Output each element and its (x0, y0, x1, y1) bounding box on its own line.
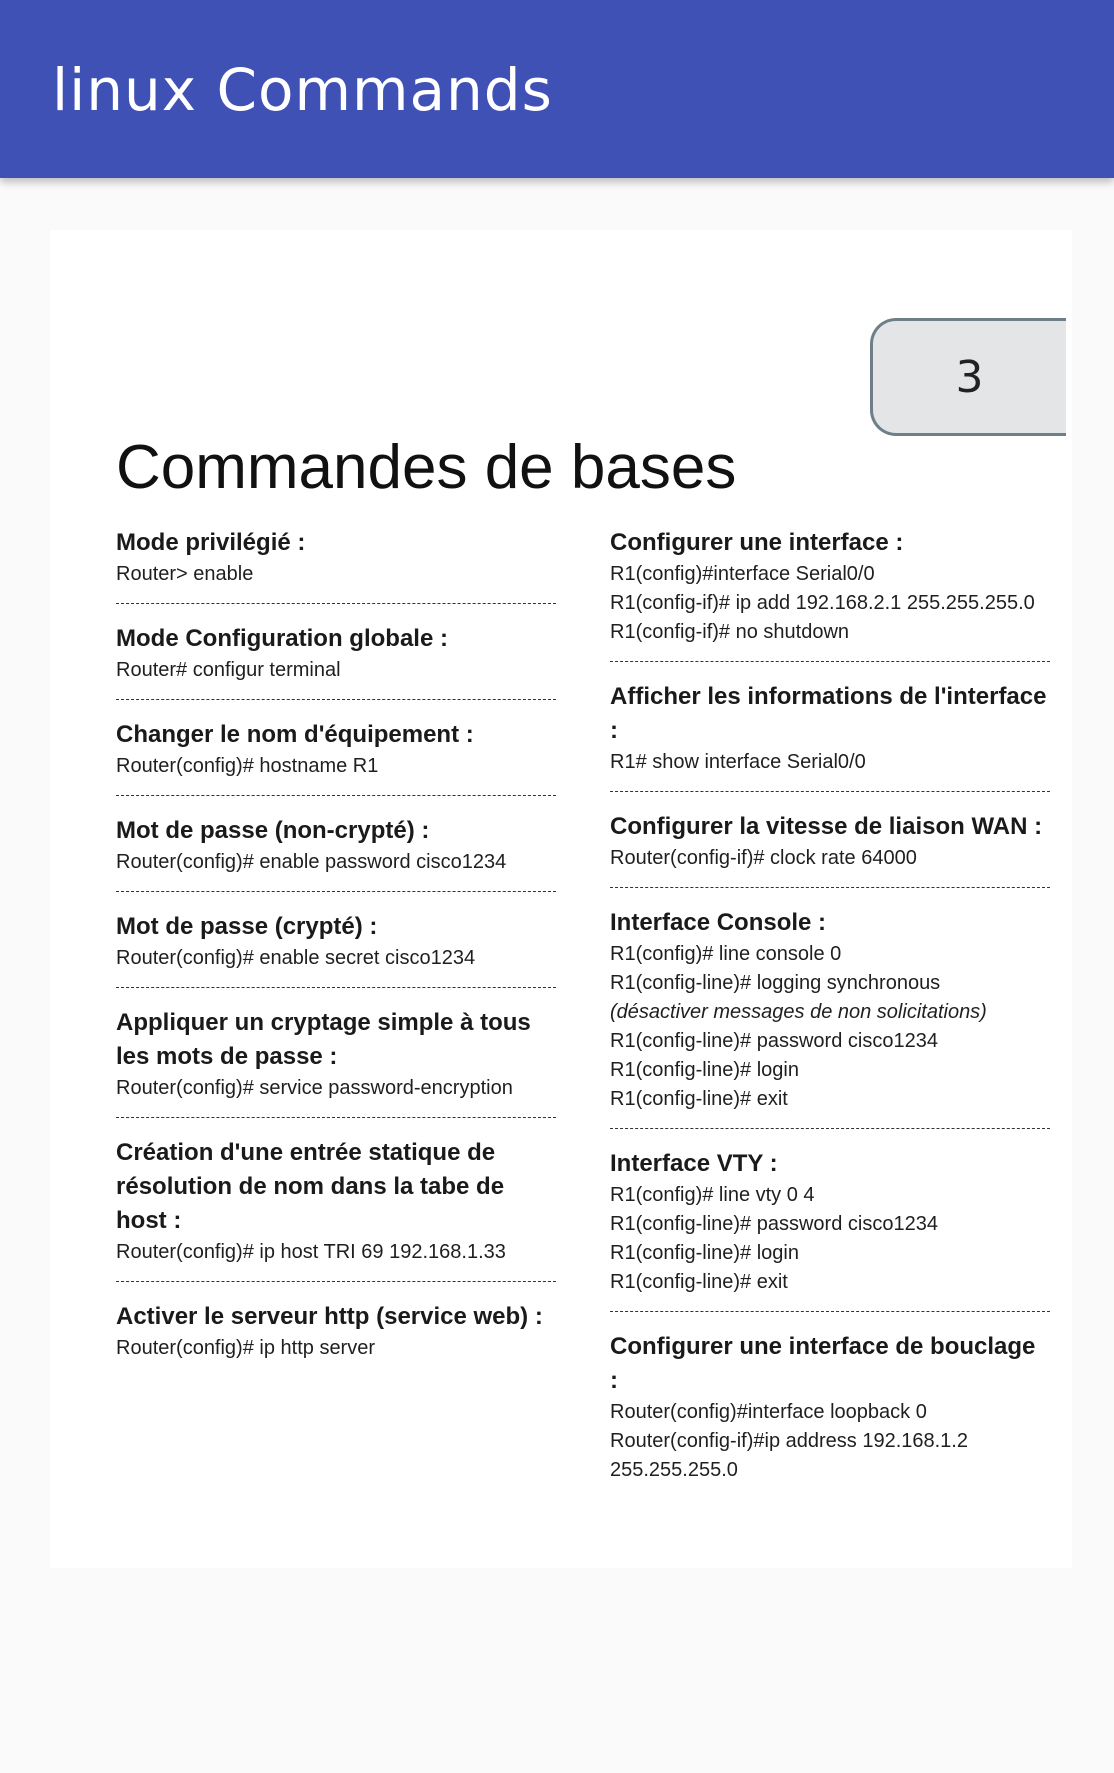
command-line: Router(config)# service password-encryption (116, 1077, 513, 1099)
command-line: R1(config)# line vty 0 4 (610, 1184, 815, 1206)
command-section (610, 526, 1050, 647)
command-line: Router(config)#interface loopback 0 (610, 1401, 927, 1423)
dashed-divider (116, 795, 556, 796)
command-line: R1# show interface Serial0/0 (610, 751, 866, 773)
command-line: Router(config)# enable password cisco1234 (116, 851, 507, 873)
command-line: Router(config)# enable secret cisco1234 (116, 947, 476, 969)
command-line: R1(config-if)# ip add 192.168.2.1 255.255.255.0 (610, 592, 1035, 614)
command-line: R1(config-line)# exit (610, 1271, 788, 1293)
command-line: Router(config-if)# clock rate 64000 (610, 847, 917, 869)
dashed-divider (610, 1128, 1050, 1129)
command-line: R1(config-line)# exit (610, 1088, 788, 1110)
section-title: Création d'une entrée statique de résolution de nom dans la tabe de host : (116, 1139, 505, 1234)
dashed-divider (116, 699, 556, 700)
command-line: Router> enable (116, 563, 254, 585)
dashed-divider (116, 1281, 556, 1282)
app-title: linux Commands (52, 56, 553, 124)
section-title: Interface Console : (610, 909, 827, 936)
dashed-divider (116, 1117, 556, 1118)
section-title: Interface VTY : (610, 1150, 778, 1177)
dashed-divider (610, 1311, 1050, 1312)
command-section (116, 526, 556, 589)
command-section (610, 680, 1050, 777)
command-line: (désactiver messages de non solicitations) (610, 1001, 987, 1023)
section-title: Mot de passe (non-crypté) : (116, 817, 430, 844)
section-title: Mode Configuration globale : (116, 625, 448, 652)
command-line: Router(config)# ip http server (116, 1337, 376, 1359)
command-line: Router# configur terminal (116, 659, 341, 681)
command-section (610, 906, 1050, 1114)
section-title: Mode privilégié : (116, 529, 306, 556)
command-line: R1(config)#interface Serial0/0 (610, 563, 875, 585)
command-section (116, 814, 556, 877)
command-section (116, 622, 556, 685)
section-title: Configurer une interface de bouclage : (610, 1333, 1036, 1394)
dashed-divider (116, 891, 556, 892)
command-section (116, 1006, 556, 1103)
section-title: Configurer la vitesse de liaison WAN : (610, 813, 1043, 840)
command-section (116, 718, 556, 781)
document-page (50, 230, 1072, 1568)
command-section (610, 1330, 1050, 1485)
dashed-divider (610, 791, 1050, 792)
page-heading: Commandes de bases (116, 433, 737, 502)
dashed-divider (116, 987, 556, 988)
section-title: Appliquer un cryptage simple à tous les mots de passe : (116, 1009, 531, 1070)
page-number-badge: 3 (870, 318, 1066, 436)
section-title: Mot de passe (crypté) : (116, 913, 378, 940)
command-line: 255.255.255.0 (610, 1459, 738, 1481)
command-line: R1(config-line)# password cisco1234 (610, 1213, 938, 1235)
command-section (116, 1136, 556, 1267)
dashed-divider (610, 661, 1050, 662)
app-bar (0, 0, 1114, 178)
section-title: Activer le serveur http (service web) : (116, 1303, 543, 1330)
command-line: R1(config)# line console 0 (610, 943, 842, 965)
command-line: R1(config-line)# login (610, 1059, 799, 1081)
command-line: R1(config-line)# password cisco1234 (610, 1030, 938, 1052)
right-column (610, 526, 1050, 1485)
dashed-divider (610, 887, 1050, 888)
section-title: Changer le nom d'équipement : (116, 721, 474, 748)
dashed-divider (116, 603, 556, 604)
left-column (116, 526, 556, 1363)
command-line: Router(config)# ip host TRI 69 192.168.1.33 (116, 1241, 506, 1263)
command-line: R1(config-if)# no shutdown (610, 621, 850, 643)
command-line: Router(config-if)#ip address 192.168.1.2 (610, 1430, 968, 1452)
command-line: Router(config)# hostname R1 (116, 755, 379, 777)
command-section (116, 910, 556, 973)
section-title: Afficher les informations de l'interface : (610, 683, 1047, 744)
command-section (610, 1147, 1050, 1297)
section-title: Configurer une interface : (610, 529, 904, 556)
command-section (610, 810, 1050, 873)
command-line: R1(config-line)# login (610, 1242, 799, 1264)
command-section (116, 1300, 556, 1363)
command-line: R1(config-line)# logging synchronous (610, 972, 941, 994)
